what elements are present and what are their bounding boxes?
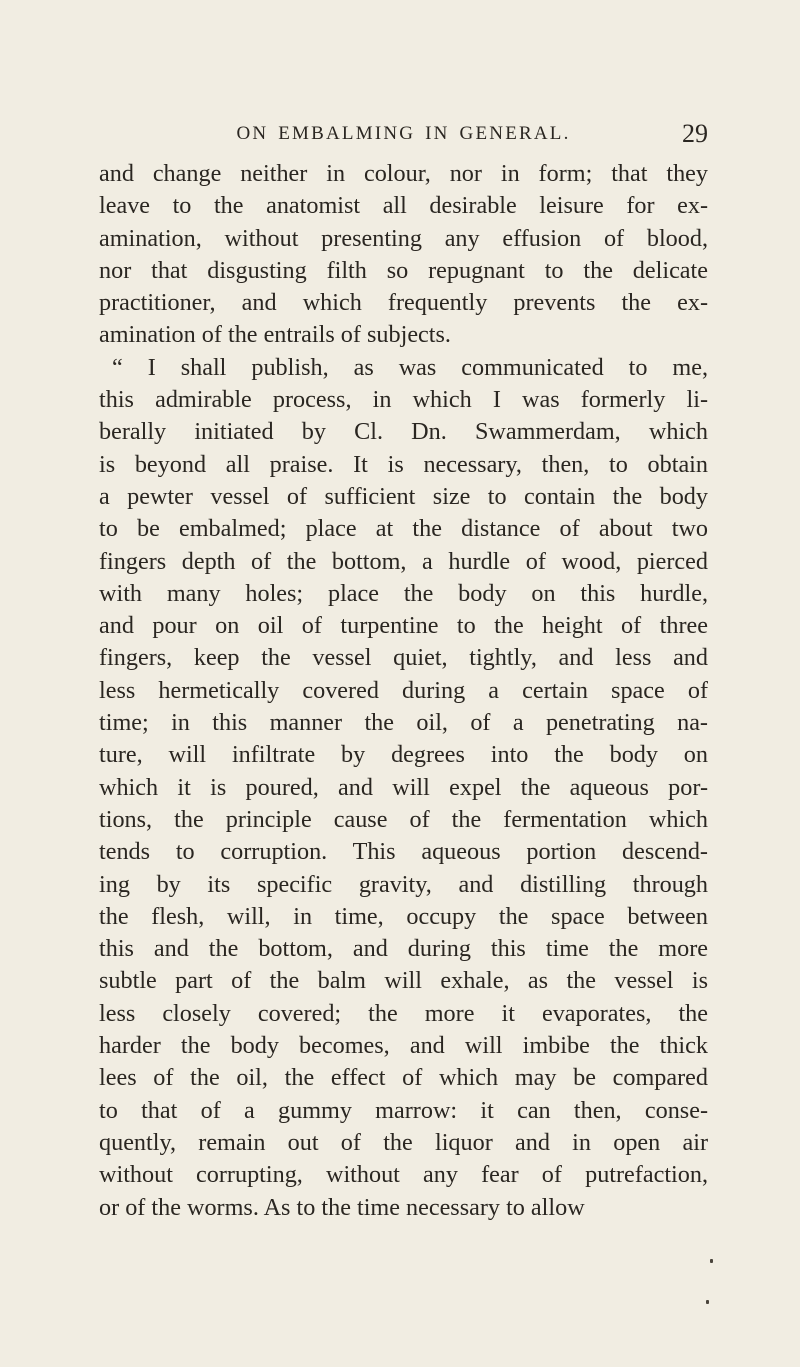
print-speck: [706, 1300, 709, 1304]
text-line: time; in this manner the oil, of a penetrating na-: [99, 709, 708, 737]
text-line: which it is poured, and will expel the aqueous por-: [99, 773, 708, 801]
text-line: to be embalmed; place at the distance of about two: [99, 515, 708, 543]
text-line: this and the bottom, and during this time the more: [99, 935, 708, 963]
text-line: is beyond all praise. It is necessary, then, to obtain: [99, 450, 708, 478]
text-line: leave to the anatomist all desirable leisure for ex-: [99, 192, 708, 220]
text-line: with many holes; place the body on this hurdle,: [99, 579, 708, 607]
running-head: [99, 119, 708, 163]
text-line: lees of the oil, the effect of which may be compared: [99, 1064, 708, 1092]
text-line: harder the body becomes, and will imbibe the thick: [99, 1032, 708, 1060]
body-text: [99, 158, 708, 1224]
text-line: fingers, keep the vessel quiet, tightly, and less and: [99, 644, 708, 672]
text-line: berally initiated by Cl. Dn. Swammerdam, which: [99, 418, 708, 446]
text-line: nor that disgusting filth so repugnant to the delicate: [99, 256, 708, 284]
text-line: ture, will infiltrate by degrees into the body on: [99, 741, 708, 769]
text-line: without corrupting, without any fear of putrefaction,: [99, 1161, 708, 1189]
text-line: less closely covered; the more it evaporates, the: [99, 999, 708, 1027]
text-line: amination, without presenting any effusion of blood,: [99, 224, 708, 252]
text-line: amination of the entrails of subjects.: [99, 321, 451, 349]
text-line: less hermetically covered during a certain space of: [99, 676, 708, 704]
text-line: tions, the principle cause of the fermentation which: [99, 805, 708, 833]
text-line: and change neither in colour, nor in form; that they: [99, 160, 708, 187]
text-line: and pour on oil of turpentine to the height of three: [99, 612, 708, 640]
text-line: tends to corruption. This aqueous portion descend-: [99, 838, 708, 866]
page-number: 29: [682, 119, 708, 148]
text-line: this admirable process, in which I was formerly li-: [99, 386, 708, 414]
text-line: to that of a gummy marrow: it can then, conse-: [99, 1096, 708, 1124]
text-line: ing by its specific gravity, and distilling through: [99, 870, 708, 898]
text-line: quently, remain out of the liquor and in open air: [99, 1128, 708, 1156]
running-title: ON EMBALMING IN GENERAL.: [236, 123, 571, 144]
text-line: the flesh, will, in time, occupy the space between: [99, 902, 708, 930]
text-line: practitioner, and which frequently prevents the ex-: [99, 289, 708, 317]
text-line-paragraph-start: “ I shall publish, as was communicated to me,: [112, 353, 708, 381]
text-line: a pewter vessel of sufficient size to contain the body: [99, 482, 708, 510]
text-line: fingers depth of the bottom, a hurdle of wood, pierced: [99, 547, 708, 575]
text-line: or of the worms. As to the time necessary to allow: [99, 1193, 585, 1221]
text-line: subtle part of the balm will exhale, as the vessel is: [99, 967, 708, 995]
print-speck: [710, 1259, 713, 1263]
